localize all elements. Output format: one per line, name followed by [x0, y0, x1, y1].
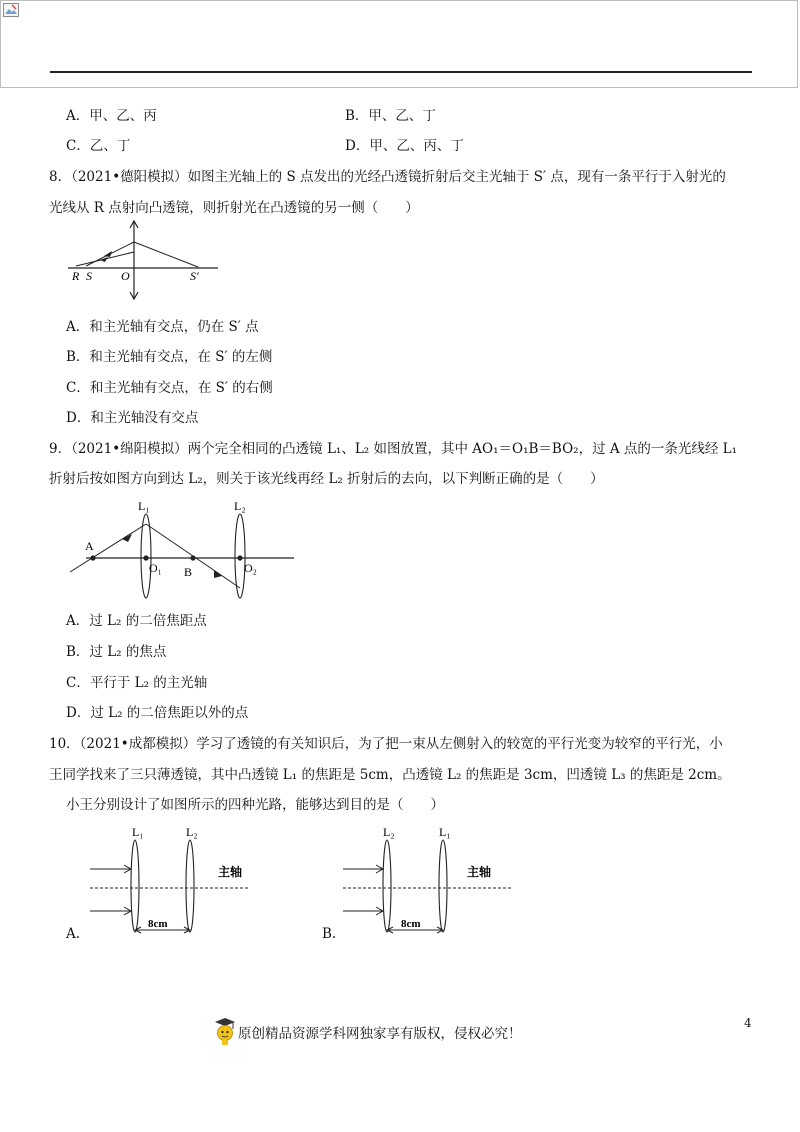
q10a-axis-label: 主轴 [218, 865, 243, 879]
q8-option-b: B．和主光轴有交点，在 S′ 的左侧 [66, 349, 273, 365]
q10a-label-lens-left: L₁ [132, 825, 144, 839]
q8-ray-refracted [134, 242, 198, 267]
prev-option-d: D．甲、乙、丙、丁 [345, 138, 464, 154]
page-number: 4 [744, 1016, 752, 1030]
q9-point-a [90, 555, 95, 560]
q8-label-s-prime: S′ [190, 269, 199, 283]
q9-point-o2 [237, 555, 242, 560]
q10b-label-lens-right: L₁ [439, 825, 451, 839]
q10b-label-lens-left: L₂ [383, 825, 395, 839]
q9-lens-diagram [66, 494, 298, 604]
q9-stem-line1: 9．（2021•绵阳模拟）两个完全相同的凸透镜 L₁、L₂ 如图放置，其中 AO₁＝O₁B＝BO₂，过 A 点的一条光线经 L₁ [49, 441, 738, 457]
q10-stem-line2: 王同学找来了三只薄透镜，其中凸透镜 L₁ 的焦距是 5cm，凸透镜 L₂ 的焦距是 3cm，凹透镜 L₃ 的焦距是 2cm。 [49, 767, 731, 783]
prev-option-a: A．甲、乙、丙 [66, 108, 157, 124]
q9-ray-incident [70, 524, 146, 572]
q9-option-d: D．过 L₂ 的二倍焦距以外的点 [66, 705, 249, 721]
page-header [0, 0, 798, 88]
q10-option-a-label: A. [66, 926, 81, 942]
q9-label-o2: O₂ [244, 561, 257, 575]
page-footer [212, 1016, 522, 1048]
q9-stem-line2: 折射后按如图方向到达 L₂，则关于该光线再经 L₂ 折射后的去向，以下判断正确的是（ ） [49, 471, 604, 487]
q10-figure-a [60, 818, 260, 944]
mascot-icon [212, 1016, 238, 1048]
q8-option-a: A．和主光轴有交点，仍在 S′ 点 [66, 319, 259, 335]
q8-option-d: D．和主光轴没有交点 [66, 410, 199, 426]
q10-figure-b [315, 818, 525, 944]
q8-lens-diagram [66, 218, 224, 306]
q9-option-b: B．过 L₂ 的焦点 [66, 644, 167, 660]
q9-point-b [190, 555, 195, 560]
q10a-label-lens-right: L₂ [186, 825, 198, 839]
q10a-lens-l1 [131, 840, 139, 932]
footer-copyright: 原创精品资源学科网独家享有版权，侵权必究！ [238, 1026, 522, 1042]
q8-stem-line2: 光线从 R 点射向凸透镜，则折射光在凸透镜的另一侧（ ） [49, 200, 419, 216]
q8-label-o: O [121, 269, 130, 283]
q9-label-b: B [184, 565, 193, 579]
prev-option-c: C．乙、丁 [66, 138, 131, 154]
q8-stem-line1: 8．（2021•德阳模拟）如图主光轴上的 S 点发出的光经凸透镜折射后交主光轴于 S′ 点，现有一条平行于入射光的 [49, 169, 726, 185]
q9-option-a: A．过 L₂ 的二倍焦距点 [66, 613, 207, 629]
q9-point-o1 [143, 555, 148, 560]
q10-stem-line1: 10．（2021•成都模拟）学习了透镜的有关知识后，为了把一束从左侧射入的较宽的平行光变为较窄的平行光，小 [49, 736, 723, 752]
broken-image-icon [3, 3, 19, 17]
prev-option-b: B．甲、乙、丁 [345, 108, 436, 124]
q9-label-l2: L₂ [234, 499, 246, 513]
q10a-lens-l2 [186, 840, 194, 932]
q10-stem-line3: 小王分别设计了如图所示的四种光路，能够达到目的是（ ） [66, 797, 444, 813]
q9-label-l1: L₁ [138, 499, 150, 513]
q8-label-r: R [72, 269, 80, 283]
q9-label-o1: O₁ [149, 561, 162, 575]
q9-label-a: A [85, 539, 94, 553]
q10b-lens-l2 [383, 840, 391, 932]
q10a-dimension-label: 8cm [148, 918, 168, 930]
q9-option-c: C．平行于 L₂ 的主光轴 [66, 675, 208, 691]
q8-option-c: C．和主光轴有交点，在 S′ 的右侧 [66, 380, 273, 396]
q10b-axis-label: 主轴 [467, 865, 492, 879]
q10b-lens-l1 [439, 840, 447, 932]
q10b-dimension-label: 8cm [401, 918, 421, 930]
header-rule [50, 71, 752, 73]
q8-label-s: S [86, 269, 92, 283]
q10-option-b-label: B. [322, 926, 337, 942]
